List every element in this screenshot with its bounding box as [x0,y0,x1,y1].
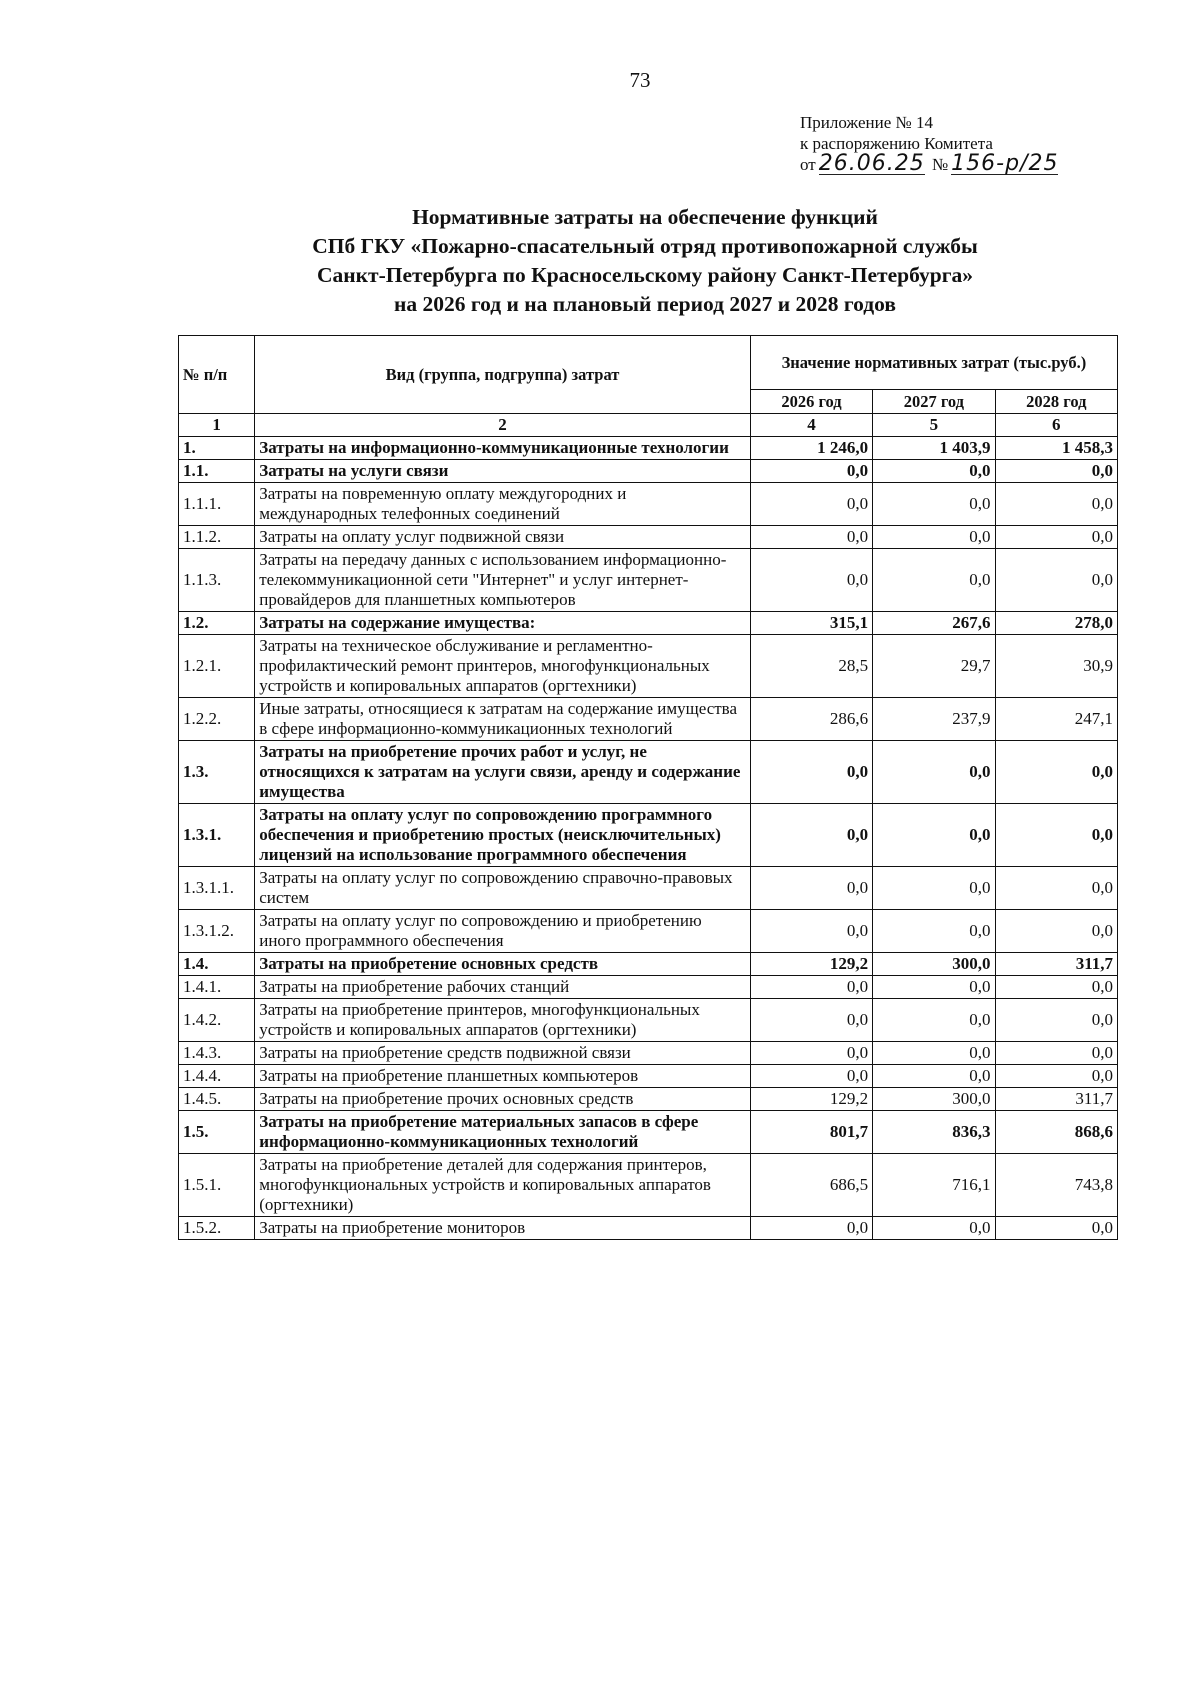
title-line-4: на 2026 год и на плановый период 2027 и 2028 годов [394,292,896,316]
row-value-2028: 0,0 [995,910,1117,953]
row-value-2027: 267,6 [873,612,995,635]
row-name: Затраты на передачу данных с использованием информационно-телекоммуникационной сети "Интернет" и услуг интернет-провайдеров для планшетных компьютеров [255,549,751,612]
row-value-2027: 0,0 [873,999,995,1042]
row-value-2027: 300,0 [873,1088,995,1111]
row-value-2027: 0,0 [873,976,995,999]
annex-line-1: Приложение № 14 [800,113,933,132]
row-value-2028: 311,7 [995,953,1117,976]
row-value-2026: 315,1 [750,612,872,635]
header-name: Вид (группа, подгруппа) затрат [255,336,751,414]
row-value-2028: 0,0 [995,549,1117,612]
row-value-2026: 1 246,0 [750,437,872,460]
row-value-2026: 286,6 [750,698,872,741]
row-value-2026: 0,0 [750,460,872,483]
row-number: 1.3.1.1. [179,867,255,910]
row-value-2027: 716,1 [873,1154,995,1217]
table-row [179,549,1118,612]
row-value-2028: 743,8 [995,1154,1117,1217]
table-row [179,804,1118,867]
row-value-2026: 129,2 [750,1088,872,1111]
row-value-2027: 1 403,9 [873,437,995,460]
row-number: 1. [179,437,255,460]
row-value-2026: 0,0 [750,867,872,910]
row-value-2027: 29,7 [873,635,995,698]
row-value-2026: 0,0 [750,1217,872,1240]
row-name: Затраты на техническое обслуживание и регламентно-профилактический ремонт принтеров, многофункциональных устройств и копировальных аппаратов (оргтехники) [255,635,751,698]
row-name: Затраты на приобретение принтеров, многофункциональных устройств и копировальных аппаратов (оргтехники) [255,999,751,1042]
row-number: 1.3. [179,741,255,804]
row-value-2028: 0,0 [995,867,1117,910]
row-number: 1.3.1.2. [179,910,255,953]
row-value-2026: 686,5 [750,1154,872,1217]
table-row [179,999,1118,1042]
row-value-2026: 0,0 [750,1065,872,1088]
header-values-group: Значение нормативных затрат (тыс.руб.) [750,336,1117,390]
row-value-2028: 0,0 [995,526,1117,549]
row-value-2028: 0,0 [995,460,1117,483]
index-row [179,414,1118,437]
row-value-2027: 0,0 [873,1065,995,1088]
row-value-2027: 0,0 [873,910,995,953]
page-number: 73 [629,68,651,92]
row-value-2026: 0,0 [750,741,872,804]
handwritten-date: 26.06.25 [818,151,925,176]
row-value-2026: 28,5 [750,635,872,698]
index-cell: 2 [255,414,751,437]
row-value-2027: 836,3 [873,1111,995,1154]
row-number: 1.5.2. [179,1217,255,1240]
index-cell: 5 [873,414,995,437]
row-value-2028: 30,9 [995,635,1117,698]
row-number: 1.2.1. [179,635,255,698]
table-row [179,910,1118,953]
row-value-2027: 0,0 [873,483,995,526]
row-value-2026: 0,0 [750,804,872,867]
table-row [179,698,1118,741]
table-row [179,1111,1118,1154]
row-value-2027: 0,0 [873,526,995,549]
table-row [179,953,1118,976]
row-name: Затраты на приобретение рабочих станций [255,976,751,999]
row-value-2028: 1 458,3 [995,437,1117,460]
row-number: 1.4. [179,953,255,976]
table-row [179,635,1118,698]
row-value-2027: 0,0 [873,741,995,804]
row-number: 1.4.2. [179,999,255,1042]
row-value-2026: 0,0 [750,526,872,549]
row-value-2026: 0,0 [750,483,872,526]
row-value-2027: 0,0 [873,549,995,612]
annex-number-sign: № [931,155,949,174]
header-year-2026: 2026 год [750,390,872,414]
table-row [179,437,1118,460]
row-name: Иные затраты, относящиеся к затратам на содержание имущества в сфере информационно-коммуникационных технологий [255,698,751,741]
table-row [179,483,1118,526]
row-number: 1.1.1. [179,483,255,526]
row-number: 1.1.3. [179,549,255,612]
row-name: Затраты на оплату услуг по сопровождению и приобретению иного программного обеспечения [255,910,751,953]
row-value-2028: 0,0 [995,1217,1117,1240]
annex-block [800,112,1120,175]
row-value-2028: 0,0 [995,999,1117,1042]
row-name: Затраты на приобретение основных средств [255,953,751,976]
table-row [179,526,1118,549]
row-value-2028: 0,0 [995,1042,1117,1065]
annex-date-line [800,151,1120,176]
row-value-2028: 247,1 [995,698,1117,741]
index-cell: 4 [750,414,872,437]
costs-table [178,335,1118,1240]
row-name: Затраты на приобретение прочих основных средств [255,1088,751,1111]
row-value-2028: 868,6 [995,1111,1117,1154]
row-value-2027: 0,0 [873,867,995,910]
row-number: 1.1. [179,460,255,483]
row-name: Затраты на содержание имущества: [255,612,751,635]
table-body [179,414,1118,1240]
row-value-2027: 0,0 [873,804,995,867]
handwritten-number: 156-р/25 [951,151,1059,176]
row-value-2028: 278,0 [995,612,1117,635]
row-name: Затраты на приобретение деталей для содержания принтеров, многофункциональных устройств и копировальных аппаратов (оргтехники) [255,1154,751,1217]
row-value-2026: 0,0 [750,910,872,953]
title-line-1: Нормативные затраты на обеспечение функций [412,205,878,229]
row-value-2028: 0,0 [995,483,1117,526]
index-cell: 1 [179,414,255,437]
row-name: Затраты на оплату услуг по сопровождению справочно-правовых систем [255,867,751,910]
row-number: 1.2. [179,612,255,635]
row-name: Затраты на приобретение мониторов [255,1217,751,1240]
header-year-2028: 2028 год [995,390,1117,414]
table-row [179,741,1118,804]
header-year-2027: 2027 год [873,390,995,414]
row-name: Затраты на оплату услуг подвижной связи [255,526,751,549]
row-name: Затраты на повременную оплату междугородних и международных телефонных соединений [255,483,751,526]
table-row [179,1042,1118,1065]
row-value-2028: 0,0 [995,741,1117,804]
row-value-2027: 237,9 [873,698,995,741]
row-number: 1.4.4. [179,1065,255,1088]
table-row [179,1154,1118,1217]
row-value-2027: 0,0 [873,1042,995,1065]
row-value-2026: 801,7 [750,1111,872,1154]
document-title [230,203,1060,319]
annex-date-prefix: от [800,155,816,174]
table-row [179,867,1118,910]
row-value-2026: 0,0 [750,549,872,612]
row-number: 1.3.1. [179,804,255,867]
row-value-2026: 129,2 [750,953,872,976]
row-name: Затраты на приобретение средств подвижной связи [255,1042,751,1065]
row-number: 1.4.1. [179,976,255,999]
row-value-2028: 311,7 [995,1088,1117,1111]
row-number: 1.1.2. [179,526,255,549]
table-row [179,1065,1118,1088]
row-number: 1.2.2. [179,698,255,741]
row-value-2028: 0,0 [995,976,1117,999]
index-cell: 6 [995,414,1117,437]
row-value-2027: 0,0 [873,1217,995,1240]
row-value-2028: 0,0 [995,804,1117,867]
table-row [179,612,1118,635]
row-number: 1.5. [179,1111,255,1154]
row-value-2027: 0,0 [873,460,995,483]
row-value-2028: 0,0 [995,1065,1117,1088]
row-number: 1.5.1. [179,1154,255,1217]
table-row [179,1088,1118,1111]
row-name: Затраты на приобретение материальных запасов в сфере информационно-коммуникационных технологий [255,1111,751,1154]
row-number: 1.4.5. [179,1088,255,1111]
title-line-2: СПб ГКУ «Пожарно-спасательный отряд противопожарной службы [312,234,978,258]
row-number: 1.4.3. [179,1042,255,1065]
header-num: № п/п [179,336,255,414]
table-row [179,976,1118,999]
row-name: Затраты на оплату услуг по сопровождению программного обеспечения и приобретению простых (неисключительных) лицензий на использование программного обеспечения [255,804,751,867]
table-row [179,1217,1118,1240]
row-value-2026: 0,0 [750,1042,872,1065]
row-name: Затраты на услуги связи [255,460,751,483]
title-line-3: Санкт-Петербурга по Красносельскому району Санкт-Петербурга» [316,263,973,287]
row-value-2027: 300,0 [873,953,995,976]
row-name: Затраты на приобретение прочих работ и услуг, не относящихся к затратам на услуги связи, аренду и содержание имущества [255,741,751,804]
annex-line-2: к распоряжению Комитета [800,134,993,153]
row-value-2026: 0,0 [750,999,872,1042]
row-value-2026: 0,0 [750,976,872,999]
row-name: Затраты на информационно-коммуникационные технологии [255,437,751,460]
row-name: Затраты на приобретение планшетных компьютеров [255,1065,751,1088]
table-row [179,460,1118,483]
